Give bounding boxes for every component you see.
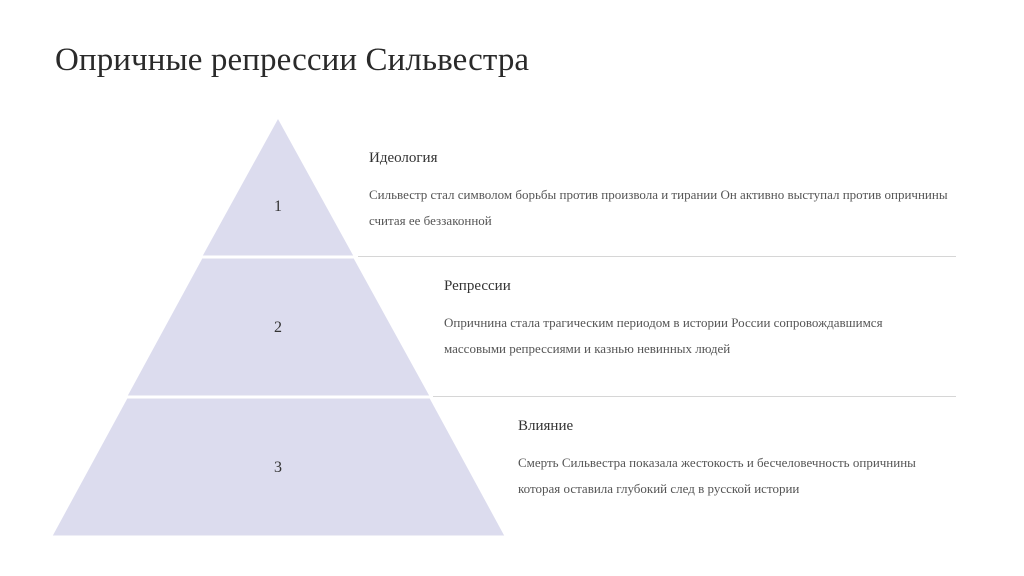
level-1-block [369,150,949,234]
level-2-title: Репрессии [444,278,511,294]
divider-1 [358,256,956,257]
level-1-title: Идеология [369,150,438,166]
level-2-text: Опричнина стала трагическим периодом в истории России сопровождавшимся массовыми репрессиями и казнью невинных людей [444,315,883,356]
tier-2-number: 2 [274,319,282,336]
level-3-title: Влияние [518,418,574,434]
divider-2 [433,396,956,397]
pyramid-tier-1 [202,118,354,256]
level-2-block [444,278,934,362]
slide-title: Опричные репрессии Сильвестра [55,42,530,78]
level-3-text: Смерть Сильвестра показала жестокость и бесчеловечность опричнины которая оставила глубокий след в русской истории [518,455,916,496]
tier-3-number: 3 [274,459,282,476]
level-3-block [518,418,938,502]
tier-1-number: 1 [274,198,282,215]
level-1-text: Сильвестр стал символом борьбы против произвола и тирании Он активно выступал против опричнины считая ее беззаконной [369,187,948,228]
